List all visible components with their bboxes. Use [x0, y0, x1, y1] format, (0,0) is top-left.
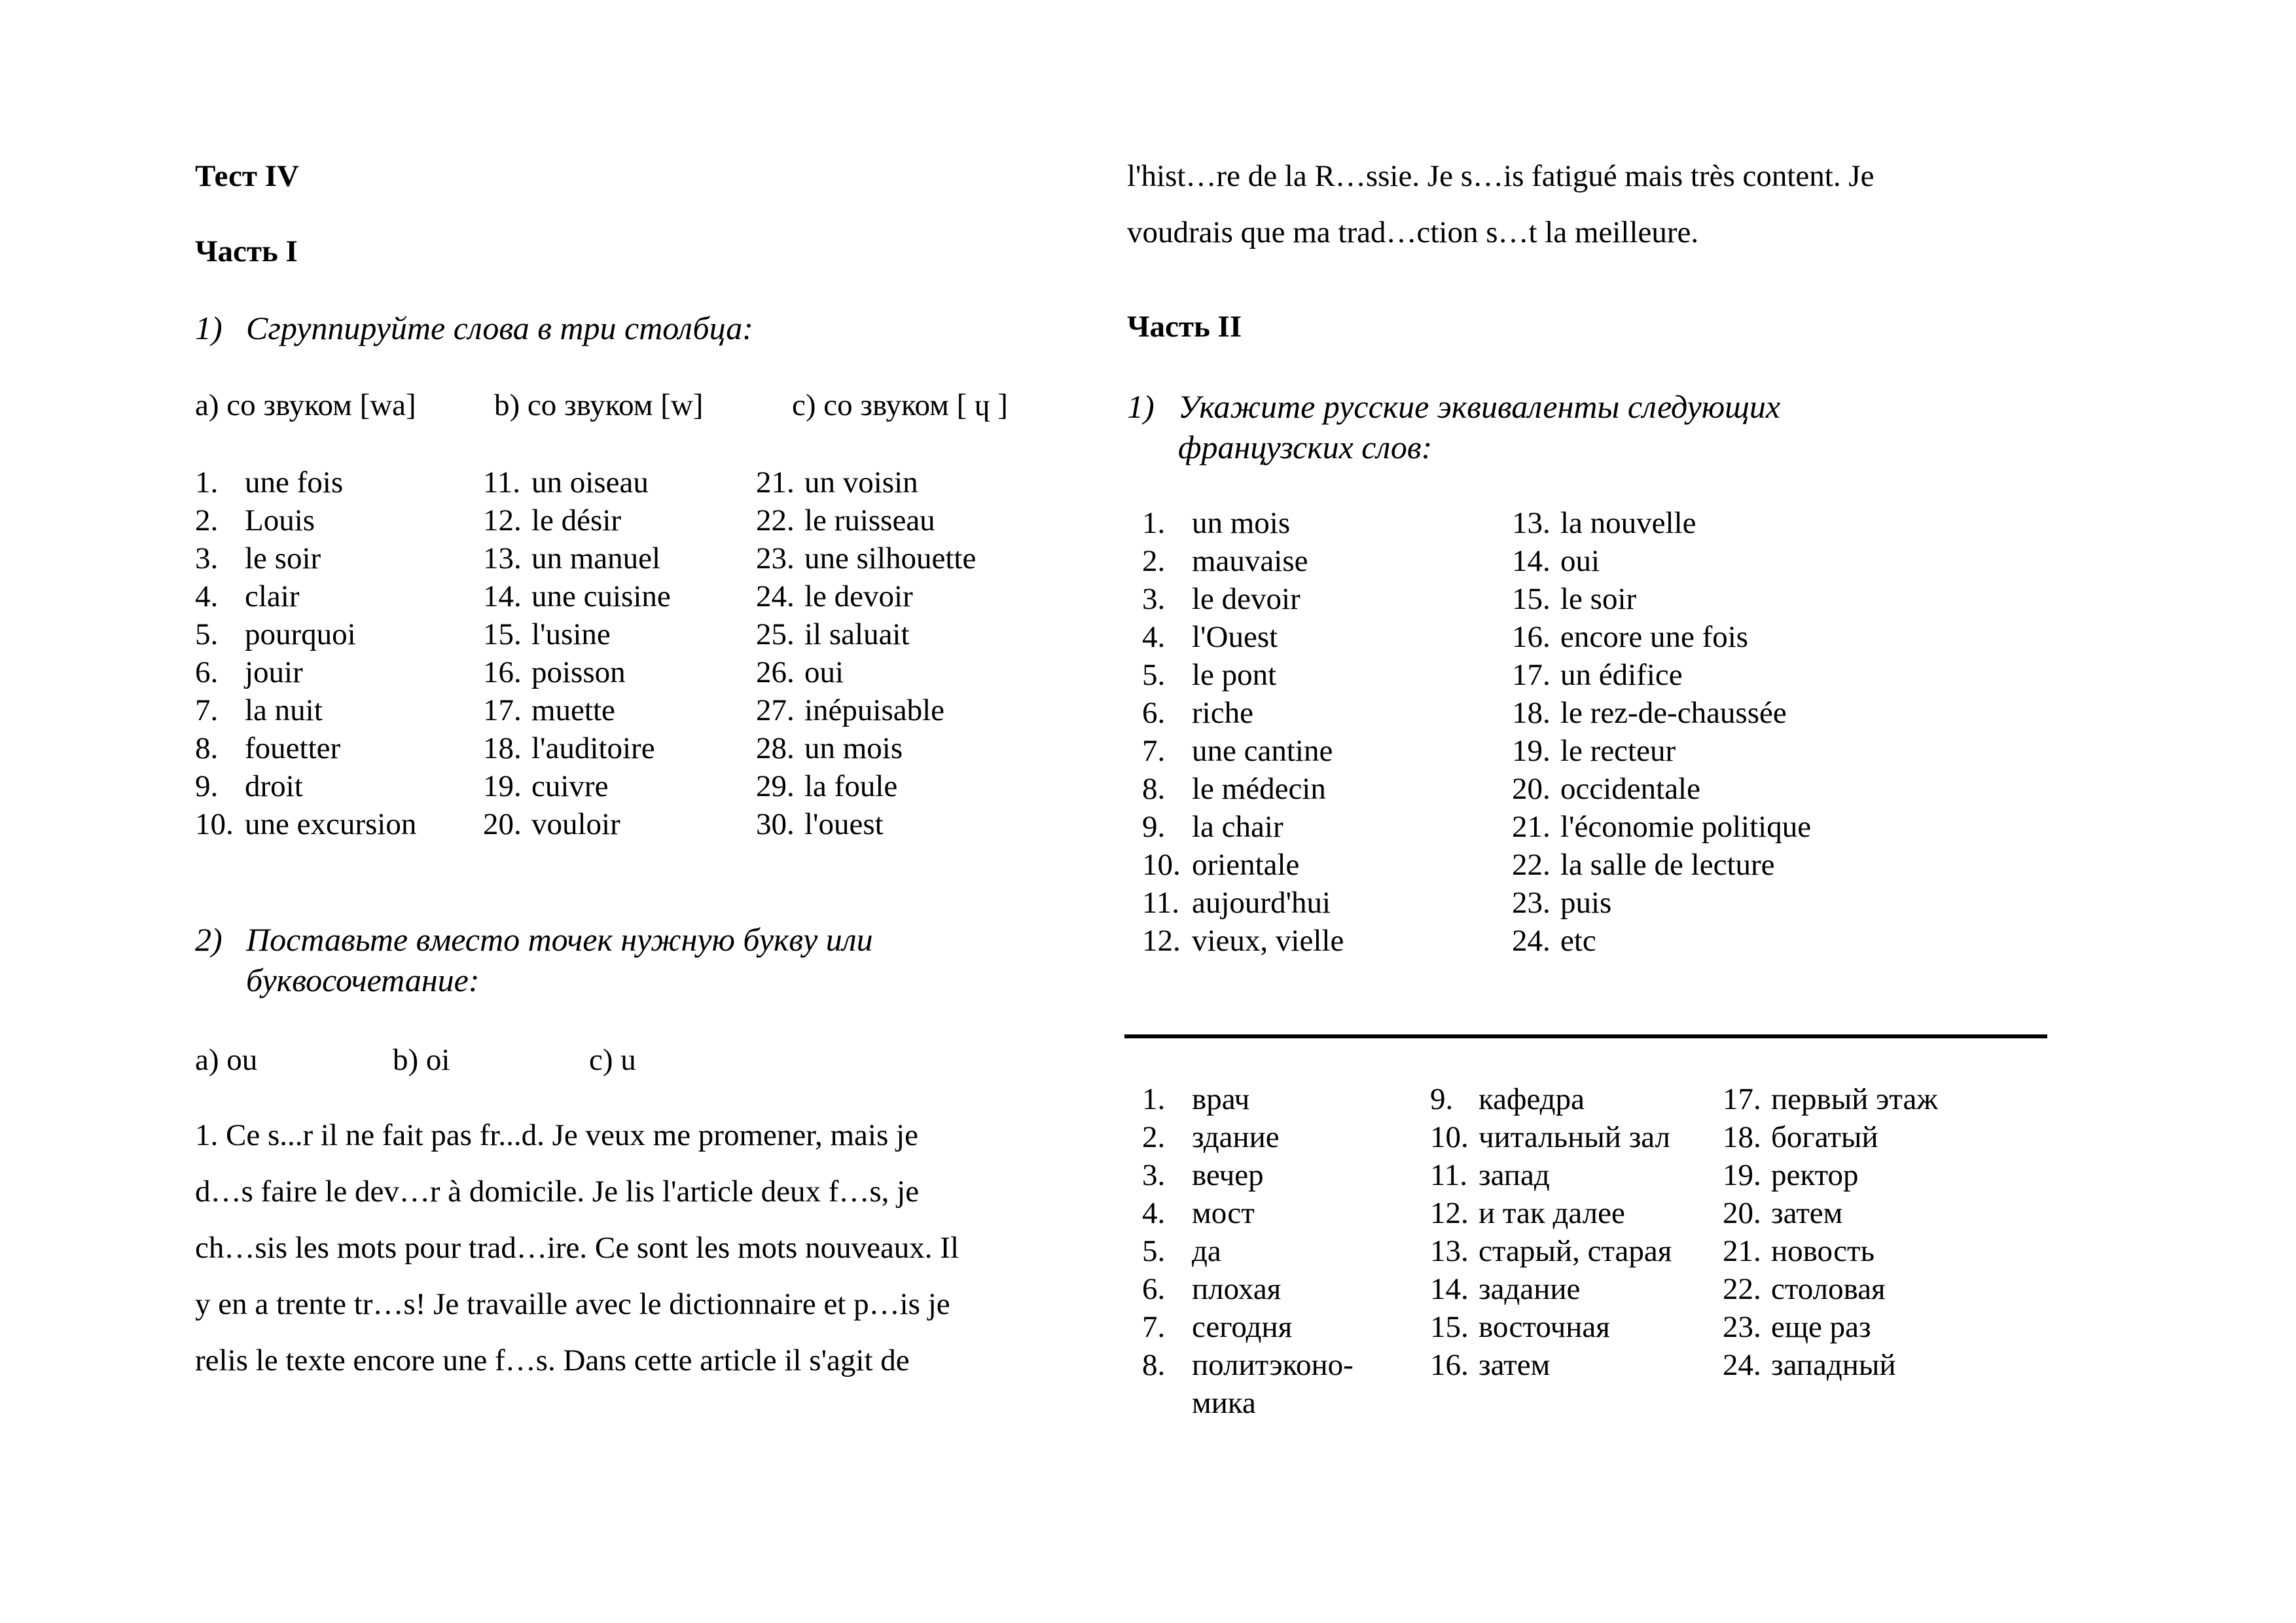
list-item: [756, 464, 1057, 501]
item-word: pourquoi: [245, 617, 356, 651]
list-item: [1142, 1270, 1417, 1308]
list-item: [1723, 1346, 2011, 1384]
item-number: 18.: [483, 731, 522, 765]
item-number: 24.: [756, 579, 795, 613]
paragraph-line: 1. Ce s...r il ne fait pas fr...d. Je veux me promener, mais je: [195, 1118, 918, 1152]
item-word: богатый: [1771, 1120, 1878, 1154]
list-item: [1142, 1194, 1417, 1232]
item-number: 21.: [756, 465, 795, 500]
list-item: [1512, 922, 1970, 960]
item-word: la foule: [804, 769, 898, 803]
item-word: un mois: [1192, 506, 1291, 540]
item-number: 16.: [1512, 620, 1551, 654]
task-3-text-line-2: французских слов:: [1178, 429, 1433, 465]
item-word: une silhouette: [804, 541, 977, 575]
item-word: un édifice: [1560, 658, 1683, 692]
paragraph-continuation: [1127, 157, 1874, 270]
item-number: 10.: [195, 807, 234, 841]
list-item: [1142, 1080, 1417, 1118]
task-3-instruction: [1127, 386, 1978, 467]
item-word: encore une fois: [1560, 620, 1749, 654]
item-word: мост: [1192, 1196, 1255, 1230]
item-word: une cantine: [1192, 734, 1333, 768]
item-number: 26.: [756, 655, 795, 689]
list-item: [483, 615, 758, 653]
list-item: [195, 577, 470, 615]
task-2-number: 2): [195, 921, 223, 958]
item-word: un voisin: [804, 465, 918, 500]
item-number: 9.: [1430, 1082, 1454, 1116]
list-item: [483, 539, 758, 577]
item-number: 3.: [195, 541, 219, 575]
list-item: [1512, 770, 1970, 808]
item-number: 19.: [483, 769, 522, 803]
list-item: [195, 691, 470, 729]
item-word: кафедра: [1479, 1082, 1585, 1116]
item-word: вечер: [1192, 1158, 1264, 1192]
list-item: [1430, 1080, 1718, 1118]
item-word: droit: [245, 769, 303, 803]
list-item: [756, 767, 1057, 805]
russian-answers-9-16: [1430, 1080, 1718, 1384]
list-item: [1430, 1232, 1718, 1270]
test-title: Тест IV: [195, 159, 299, 193]
item-word: il saluait: [804, 617, 910, 651]
item-number: 8.: [195, 731, 219, 765]
list-item: [1723, 1194, 2011, 1232]
list-item: [195, 615, 470, 653]
item-word: occidentale: [1560, 772, 1700, 806]
list-item: [195, 501, 470, 539]
list-item: [1512, 808, 1970, 846]
item-number: 22.: [1512, 848, 1551, 882]
item-number: 17.: [483, 693, 522, 727]
item-word: le rez-de-chaussée: [1560, 696, 1787, 730]
russian-answers-17-24: [1723, 1080, 2011, 1384]
list-item: [483, 464, 758, 501]
french-words-1-12: [1142, 504, 1482, 960]
list-item: [483, 691, 758, 729]
list-item: [1430, 1270, 1718, 1308]
item-word: vieux, vielle: [1192, 924, 1344, 958]
list-item: [483, 577, 758, 615]
item-number: 4.: [1142, 1196, 1166, 1230]
item-word: un manuel: [531, 541, 661, 575]
item-number: 16.: [483, 655, 522, 689]
item-number: 13.: [1430, 1234, 1469, 1268]
item-word: запад: [1479, 1158, 1550, 1192]
list-item: [756, 615, 1057, 653]
item-word: la nouvelle: [1560, 506, 1696, 540]
item-number: 18.: [1512, 696, 1551, 730]
item-word: le ruisseau: [804, 503, 935, 538]
item-number: 3.: [1142, 1158, 1166, 1192]
item-word: le devoir: [1192, 582, 1300, 616]
item-word: старый, старая: [1479, 1234, 1672, 1268]
list-item: [1512, 542, 1970, 580]
list-item: [1512, 656, 1970, 694]
item-word: oui: [804, 655, 844, 689]
item-word: puis: [1560, 886, 1612, 920]
list-item: [1512, 884, 1970, 922]
item-word: и так далее: [1479, 1196, 1625, 1230]
list-item: [1142, 770, 1482, 808]
item-word: poisson: [531, 655, 626, 689]
item-number: 24.: [1723, 1348, 1761, 1382]
item-word: orientale: [1192, 848, 1300, 882]
list-item: [1142, 618, 1482, 656]
option-c: c) u: [589, 1043, 636, 1077]
paragraph-line: relis le texte encore une f…s. Dans cette article il s'agit de: [195, 1343, 910, 1377]
item-word: mauvaise: [1192, 544, 1308, 578]
list-item: [1430, 1308, 1718, 1346]
item-word: la nuit: [245, 693, 323, 727]
item-word: l'ouest: [804, 807, 884, 841]
list-item: [1512, 694, 1970, 732]
item-number: 3.: [1142, 582, 1166, 616]
list-item: [756, 501, 1057, 539]
item-number: 6.: [1142, 696, 1166, 730]
item-number: 14.: [1430, 1272, 1469, 1306]
list-item: [1512, 504, 1970, 542]
list-item: [1142, 504, 1482, 542]
item-word: la salle de lecture: [1560, 848, 1775, 882]
item-word: un oiseau: [531, 465, 649, 500]
item-word: la chair: [1192, 810, 1283, 844]
item-word: врач: [1192, 1082, 1250, 1116]
item-number: 25.: [756, 617, 795, 651]
part-1-heading: Часть I: [195, 234, 298, 268]
item-word: le devoir: [804, 579, 913, 613]
item-word: aujourd'hui: [1192, 886, 1331, 920]
item-word: ректор: [1771, 1158, 1859, 1192]
item-number: 14.: [483, 579, 522, 613]
item-word: jouir: [245, 655, 303, 689]
item-word: une fois: [245, 465, 344, 500]
item-word: l'Ouest: [1192, 620, 1278, 654]
item-number: 5.: [1142, 1234, 1166, 1268]
list-item: [1430, 1346, 1718, 1384]
item-word: новость: [1771, 1234, 1875, 1268]
item-number: 24.: [1512, 924, 1551, 958]
list-item: [483, 729, 758, 767]
item-number: 1.: [1142, 506, 1166, 540]
list-item: [1142, 542, 1482, 580]
list-item: [1512, 732, 1970, 770]
sound-header-wa: a) со звуком [wa]: [195, 388, 416, 422]
item-number: 9.: [195, 769, 219, 803]
list-item: [1512, 580, 1970, 618]
list-item: [195, 729, 470, 767]
list-item: [1142, 694, 1482, 732]
list-item: [756, 729, 1057, 767]
item-number: 28.: [756, 731, 795, 765]
item-word: le soir: [1560, 582, 1637, 616]
item-number: 19.: [1512, 734, 1551, 768]
paragraph-line: y en a trente tr…s! Je travaille avec le dictionnaire et p…is je: [195, 1287, 950, 1321]
item-number: 7.: [1142, 1310, 1166, 1344]
item-number: 15.: [483, 617, 522, 651]
list-item: [1142, 1308, 1417, 1346]
list-item: [1430, 1118, 1718, 1156]
list-item: [756, 653, 1057, 691]
item-number: 20.: [483, 807, 522, 841]
task-3-text-line-1: Укажите русские эквиваленты следующих: [1178, 388, 1781, 425]
list-item: [1142, 1346, 1417, 1384]
item-number: 9.: [1142, 810, 1166, 844]
item-number: 2.: [195, 503, 219, 538]
item-number: 29.: [756, 769, 795, 803]
task-2-text-line-2: буквосочетание:: [246, 962, 480, 998]
list-item: [195, 805, 470, 843]
item-word: еще раз: [1771, 1310, 1871, 1344]
item-number: 20.: [1512, 772, 1551, 806]
item-number: 1.: [1142, 1082, 1166, 1116]
item-number: 12.: [1430, 1196, 1469, 1230]
item-word: inépuisable: [804, 693, 945, 727]
item-number: 10.: [1430, 1120, 1469, 1154]
item-number: 22.: [1723, 1272, 1761, 1306]
item-number: 14.: [1512, 544, 1551, 578]
list-item: [1142, 846, 1482, 884]
exercise-paragraph: [195, 1116, 959, 1398]
item-word: cuivre: [531, 769, 609, 803]
word-list-21-30: [756, 464, 1057, 843]
list-item: [195, 767, 470, 805]
list-item: [483, 653, 758, 691]
list-item: [1142, 1118, 1417, 1156]
list-item: [1142, 808, 1482, 846]
item-number: 17.: [1723, 1082, 1761, 1116]
item-word: le médecin: [1192, 772, 1326, 806]
item-number: 8.: [1142, 1348, 1166, 1382]
list-item: [1723, 1308, 2011, 1346]
paragraph-line: l'hist…re de la R…ssie. Je s…is fatigué mais très content. Je: [1127, 159, 1874, 193]
list-item: [483, 805, 758, 843]
item-word: задание: [1479, 1272, 1581, 1306]
item-number: 16.: [1430, 1348, 1469, 1382]
item-number: 17.: [1512, 658, 1551, 692]
item-number: 10.: [1142, 848, 1181, 882]
item-number: 11.: [1142, 886, 1180, 920]
item-word: oui: [1560, 544, 1600, 578]
list-item: [1142, 656, 1482, 694]
task-2-instruction: [195, 919, 1046, 1000]
item-word: etc: [1560, 924, 1596, 958]
list-item: [1512, 618, 1970, 656]
item-word: здание: [1192, 1120, 1280, 1154]
item-number: 7.: [195, 693, 219, 727]
list-item: [1142, 884, 1482, 922]
item-word: le soir: [245, 541, 321, 575]
task-2-text-line-1: Поставьте вместо точек нужную букву или: [246, 921, 873, 958]
item-number: 8.: [1142, 772, 1166, 806]
list-item: [483, 767, 758, 805]
item-number: 22.: [756, 503, 795, 538]
item-word: un mois: [804, 731, 903, 765]
list-item: [483, 501, 758, 539]
russian-answers-1-8: [1142, 1080, 1417, 1422]
item-number: 21.: [1512, 810, 1551, 844]
list-item: [1142, 580, 1482, 618]
list-item: [1723, 1270, 2011, 1308]
item-word: le désir: [531, 503, 622, 538]
french-words-13-24: [1512, 504, 1970, 960]
item-word: vouloir: [531, 807, 620, 841]
list-item: [756, 691, 1057, 729]
task-3-number: 1): [1127, 388, 1155, 425]
item-word: une excursion: [245, 807, 417, 841]
list-item: [1512, 846, 1970, 884]
item-word: столовая: [1771, 1272, 1886, 1306]
item-word: первый этаж: [1771, 1082, 1938, 1116]
list-item: [1430, 1194, 1718, 1232]
item-number: 2.: [1142, 1120, 1166, 1154]
list-item: [1723, 1080, 2011, 1118]
list-item: [195, 539, 470, 577]
item-number: 21.: [1723, 1234, 1761, 1268]
item-number: 1.: [195, 465, 219, 500]
task-1-instruction: [195, 308, 1046, 348]
item-number: 13.: [483, 541, 522, 575]
item-word: мика: [1192, 1386, 1256, 1420]
item-number: 7.: [1142, 734, 1166, 768]
list-item: [756, 577, 1057, 615]
word-list-11-20: [483, 464, 758, 843]
item-number: 30.: [756, 807, 795, 841]
list-item: [1142, 1156, 1417, 1194]
item-number: 20.: [1723, 1196, 1761, 1230]
list-item: [1142, 922, 1482, 960]
part-2-heading: Часть II: [1127, 310, 1242, 344]
item-word: le pont: [1192, 658, 1277, 692]
paragraph-line: voudrais que ma trad…ction s…t la meilleure.: [1127, 215, 1699, 249]
item-number: 6.: [1142, 1272, 1166, 1306]
item-word: Louis: [245, 503, 315, 538]
item-number: 23.: [756, 541, 795, 575]
option-b: b) oi: [393, 1043, 450, 1077]
list-item: [1142, 1232, 1417, 1270]
item-number: 5.: [195, 617, 219, 651]
sound-header-w: b) со звуком [w]: [494, 388, 704, 422]
list-item: [1723, 1232, 2011, 1270]
item-word: затем: [1771, 1196, 1843, 1230]
item-number: 12.: [1142, 924, 1181, 958]
item-word: читальный зал: [1479, 1120, 1670, 1154]
list-item: [1142, 732, 1482, 770]
item-word: riche: [1192, 696, 1253, 730]
task-1-text: Сгруппируйте слова в три столбца:: [246, 310, 753, 346]
item-number: 12.: [483, 503, 522, 538]
item-word: плохая: [1192, 1272, 1282, 1306]
item-number: 5.: [1142, 658, 1166, 692]
item-number: 15.: [1512, 582, 1551, 616]
item-word: да: [1192, 1234, 1221, 1268]
item-word: l'usine: [531, 617, 611, 651]
item-number: 27.: [756, 693, 795, 727]
sound-header-u: c) со звуком [ ɥ ]: [792, 388, 1008, 422]
divider-line: [1124, 1034, 2047, 1038]
list-item: [1430, 1156, 1718, 1194]
item-number: 6.: [195, 655, 219, 689]
item-number: 18.: [1723, 1120, 1761, 1154]
item-number: 15.: [1430, 1310, 1469, 1344]
item-word: l'économie politique: [1560, 810, 1812, 844]
item-word: une cuisine: [531, 579, 671, 613]
item-number: 11.: [483, 465, 521, 500]
item-word: восточная: [1479, 1310, 1610, 1344]
item-number: 13.: [1512, 506, 1551, 540]
item-number: 19.: [1723, 1158, 1761, 1192]
list-item: [1723, 1118, 2011, 1156]
item-word: le recteur: [1560, 734, 1676, 768]
item-number: 23.: [1512, 886, 1551, 920]
item-number: 2.: [1142, 544, 1166, 578]
list-item: [756, 805, 1057, 843]
item-word: muette: [531, 693, 615, 727]
list-item: [1723, 1156, 2011, 1194]
list-item-continuation: [1142, 1384, 1417, 1422]
task-1-number: 1): [195, 310, 223, 346]
list-item: [195, 653, 470, 691]
item-number: 4.: [1142, 620, 1166, 654]
item-word: fouetter: [245, 731, 341, 765]
item-number: 23.: [1723, 1310, 1761, 1344]
list-item: [756, 539, 1057, 577]
list-item: [195, 464, 470, 501]
word-list-1-10: [195, 464, 470, 843]
item-word: затем: [1479, 1348, 1551, 1382]
item-word: политэконо-: [1192, 1348, 1354, 1382]
item-number: 4.: [195, 579, 219, 613]
paragraph-line: d…s faire le dev…r à domicile. Je lis l'article deux f…s, je: [195, 1175, 920, 1209]
item-word: сегодня: [1192, 1310, 1293, 1344]
item-word: clair: [245, 579, 300, 613]
item-word: l'auditoire: [531, 731, 655, 765]
option-a: a) ou: [195, 1043, 258, 1077]
paragraph-line: ch…sis les mots pour trad…ire. Ce sont les mots nouveaux. Il: [195, 1231, 960, 1265]
item-number: 11.: [1430, 1158, 1468, 1192]
item-word: западный: [1771, 1348, 1896, 1382]
